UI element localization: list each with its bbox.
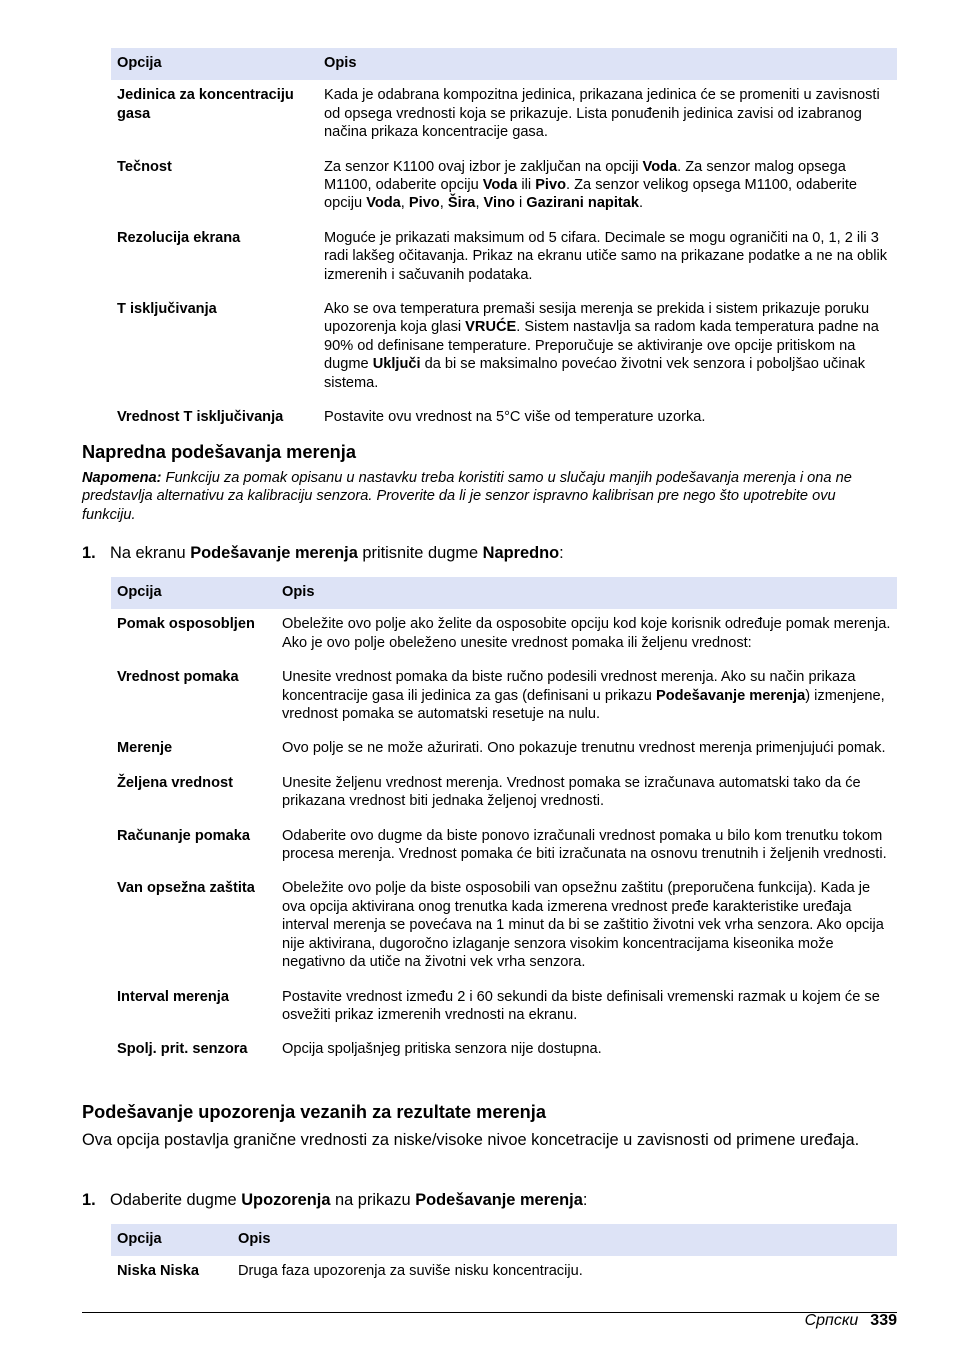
option-description: Postavite ovu vrednost na 5°C više od temperature uzorka. [324, 409, 706, 426]
options-table-alarms [111, 1224, 897, 1291]
table-row [111, 733, 897, 767]
table-row [111, 152, 897, 223]
table-row [111, 223, 897, 294]
option-name: Jedinica za koncentraciju gasa [117, 87, 294, 122]
option-name: Van opsežna zaštita [117, 880, 255, 897]
step-number: 1. [82, 544, 96, 562]
option-description: Moguće je prikazati maksimum od 5 cifara. Decimale se mogu ograničiti na 0, 1, 2 ili 3 radi lakšeg očitavanja. Prikaz na ekranu utiče samo na prikazane podatke a ne na oblik izmerenih i sačuvanih podataka. [324, 229, 888, 283]
step-advanced [82, 544, 902, 563]
table-row [111, 1256, 897, 1290]
table-row [111, 609, 897, 662]
option-name: Pomak osposobljen [117, 616, 255, 633]
section-title-advanced: Napredna podešavanja merenja [82, 442, 356, 462]
option-description: Opcija spoljašnjeg pritiska senzora nije dostupna. [282, 1041, 602, 1058]
option-description: Kada je odabrana kompozitna jedinica, prikazana jedinica će se promeniti u zavisnosti od opsega vrednosti koja se prikazuje. Lista ponuđenih jedinica zavisi od izabranog načina prikaza koncentracije gasa. [324, 87, 880, 141]
option-name: Spolj. prit. senzora [117, 1041, 248, 1058]
table-header-row [111, 577, 897, 609]
options-table-advanced [111, 577, 897, 1069]
footer-divider [82, 1312, 897, 1313]
option-description: Ovo polje se ne može ažurirati. Ono pokazuje trenutnu vrednost merenja primenjujući pomak. [282, 740, 886, 757]
table-row [111, 1034, 897, 1068]
table-row [111, 873, 897, 981]
header-description: Opis [276, 577, 897, 609]
header-option: Opcija [111, 577, 276, 609]
header-option: Opcija [111, 1224, 232, 1256]
page-footer [805, 1312, 897, 1330]
table-row [111, 982, 897, 1035]
section-title-alarms: Podešavanje upozorenja vezanih za rezultate merenja [82, 1102, 546, 1122]
table-row [111, 821, 897, 874]
option-name: Vrednost pomaka [117, 669, 239, 686]
table-row [111, 662, 897, 733]
option-description: Obeležite ovo polje ako želite da osposobite opciju kod koje korisnik određuje pomak merenja. Ako je ovo polje obeleženo unesite vrednost pomaka ili željenu vrednost: [282, 616, 891, 651]
table-row [111, 80, 897, 151]
footer-language: Српски [804, 1312, 859, 1329]
note-label: Napomena: [82, 470, 162, 486]
option-description: Odaberite ovo dugme da biste ponovo izračunali vrednost pomaka u bilo kom trenutku tokom procesa merenja. Vrednost pomaka će biti izračunata na osnovu trenutnih i željenih vrednosti. [282, 827, 887, 863]
options-table-display [111, 48, 897, 437]
section-intro: Ova opcija postavlja granične vrednosti za niske/visoke nivoe koncetracije u zavisnosti od primene uređaja. [82, 1131, 860, 1149]
header-description: Opis [318, 48, 897, 80]
table-header-row [111, 1224, 897, 1256]
option-name: Rezolucija ekrana [117, 229, 241, 246]
option-description: Unesite vrednost pomaka da biste ručno podesili vrednost merenja. Ako su način prikaza koncentracije gasa ili jedinica za gas (definisani u prikazu Podešavanje merenja) izmenjene, vrednost pomaka se automatski resetuje na nulu. [282, 669, 885, 723]
option-name: T isključivanja [117, 301, 217, 318]
option-description: Za senzor K1100 ovaj izbor je zaključan na opciji Voda. Za senzor malog opsega M1100, odaberite opciju Voda ili Pivo. Za senzor velikog opsega M1100, odaberite opciju Voda, Pivo, Šira, Vino i Gazirani napitak. [324, 158, 858, 212]
table-row [111, 768, 897, 821]
table-row [111, 294, 897, 402]
option-description: Unesite željenu vrednost merenja. Vrednost pomaka se izračunava automatski tako da će prikazana vrednost biti jednaka željenoj vrednosti. [282, 774, 861, 810]
option-name: Tečnost [117, 158, 172, 175]
option-name: Niska Niska [117, 1263, 199, 1280]
option-description: Ako se ova temperatura premaši sesija merenja se prekida i sistem prikazuje poruku upozorenja koja glasi VRUĆE. Sistem nastavlja sa radom kada temperatura padne na 90% od definisane temperature. Preporučuje se aktiviranje ove opcije pritiskom na dugme Uključi da bi se maksimalno povećao životni vek senzora i poboljšao učinak sistema. [324, 301, 879, 391]
option-description: Postavite vrednost između 2 i 60 sekundi da biste definisali vremenski razmak u kojem će se osvežiti prikaz izmerenih vrednosti na ekranu. [282, 988, 880, 1023]
option-name: Željena vrednost [117, 774, 233, 791]
step-alarms [82, 1191, 902, 1210]
header-option: Opcija [111, 48, 318, 80]
option-name: Interval merenja [117, 988, 229, 1005]
note-text: Funkciju za pomak opisanu u nastavku treba koristiti samo u slučaju manjih podešavanja merenja i ona ne predstavlja alternativu za kalibraciju senzora. Proverite da li je senzor ispravno kalibrisan pre nego što upotrebite ovu funkciju. [82, 470, 852, 523]
header-description: Opis [232, 1224, 897, 1256]
note [82, 469, 882, 524]
option-description: Druga faza upozorenja za suviše nisku koncentraciju. [238, 1263, 583, 1280]
table-row [111, 402, 897, 436]
option-name: Vrednost T isključivanja [117, 409, 284, 426]
option-name: Merenje [117, 740, 173, 757]
table-header-row [111, 48, 897, 80]
step-text: Na ekranu Podešavanje merenja pritisnite dugme Napredno: [110, 544, 564, 562]
step-number: 1. [82, 1191, 96, 1209]
step-text: Odaberite dugme Upozorenja na prikazu Podešavanje merenja: [110, 1191, 588, 1209]
option-description: Obeležite ovo polje da biste osposobili van opsežnu zaštitu (preporučena funkcija). Kada je ova opcija aktivirana onog trenutka kada izmerena vrednost pređe karakteristike uređaja interval merenja se povećava na 1 minut da bi se zaštitio životni vek vrha senzora. Ako opcija nije aktivirana, dugoročno izlaganje senzora visokim koncentracijama kiseonika može negativno da utiče na životni vek vrha senzora. [282, 880, 884, 971]
page-number: 339 [870, 1312, 897, 1329]
option-name: Računanje pomaka [117, 827, 251, 844]
